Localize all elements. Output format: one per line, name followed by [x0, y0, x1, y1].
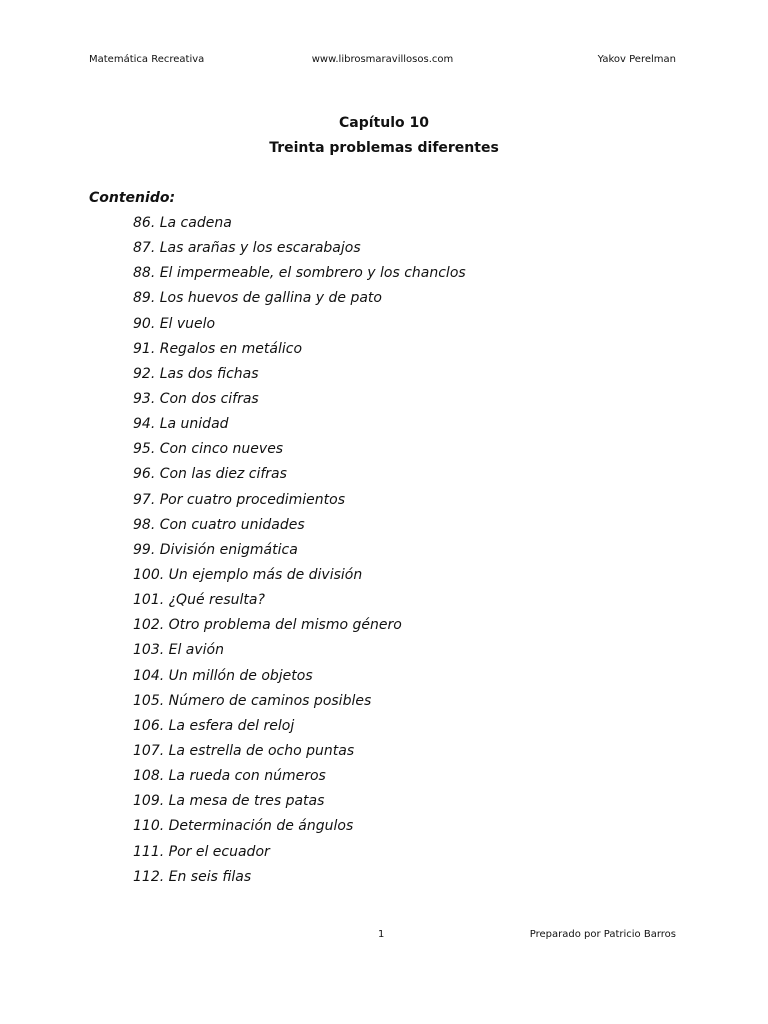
toc-item[interactable]: 103. El avión [133, 642, 224, 659]
toc-item[interactable]: 98. Con cuatro unidades [133, 516, 305, 533]
toc-item[interactable]: 106. La esfera del reloj [133, 717, 295, 734]
header-website-link[interactable]: www.librosmaravillosos.com [311, 54, 454, 65]
toc-item[interactable]: 88. El impermeable, el sombrero y los chanclos [133, 265, 466, 282]
toc-item[interactable]: 109. La mesa de tres patas [133, 793, 325, 810]
page-number: 1 [378, 929, 385, 940]
toc-item[interactable]: 89. Los huevos de gallina y de pato [133, 290, 382, 307]
toc-item[interactable]: 100. Un ejemplo más de división [133, 566, 363, 583]
footer-credit: Preparado por Patricio Barros [529, 929, 676, 940]
toc-item[interactable]: 86. La cadena [133, 215, 232, 231]
header-book-title: Matemática Recreativa [89, 54, 205, 65]
contents-heading: Contenido: [89, 190, 176, 206]
toc-item[interactable]: 90. El vuelo [133, 315, 216, 332]
toc-item[interactable]: 104. Un millón de objetos [133, 667, 313, 684]
toc-item[interactable]: 111. Por el ecuador [133, 843, 270, 860]
toc-item[interactable]: 97. Por cuatro procedimientos [133, 491, 345, 508]
toc-item[interactable]: 93. Con dos cifras [133, 390, 259, 407]
table-of-contents [133, 214, 466, 893]
toc-item[interactable]: 94. La unidad [133, 416, 229, 433]
toc-item[interactable]: 108. La rueda con números [133, 768, 326, 785]
toc-item[interactable]: 105. Número de caminos posibles [133, 692, 372, 709]
toc-item[interactable]: 99. División enigmática [133, 541, 298, 558]
page-header [89, 53, 676, 67]
chapter-subtitle: Treinta problemas diferentes [269, 140, 499, 156]
toc-item[interactable]: 91. Regalos en metálico [133, 340, 303, 357]
toc-item[interactable]: 101. ¿Qué resulta? [133, 592, 265, 609]
toc-item[interactable]: 96. Con las diez cifras [133, 466, 287, 483]
header-author: Yakov Perelman [597, 54, 676, 65]
toc-item[interactable]: 92. Las dos fichas [133, 365, 259, 382]
toc-item[interactable]: 112. En seis filas [133, 868, 252, 885]
toc-item[interactable]: 107. La estrella de ocho puntas [133, 742, 355, 759]
toc-item[interactable]: 110. Determinación de ángulos [133, 818, 354, 835]
page-footer [89, 928, 676, 942]
toc-item[interactable]: 87. Las arañas y los escarabajos [133, 240, 361, 257]
toc-item[interactable]: 95. Con cinco nueves [133, 441, 284, 458]
chapter-title: Capítulo 10 [339, 115, 429, 131]
toc-item[interactable]: 102. Otro problema del mismo género [133, 617, 402, 634]
